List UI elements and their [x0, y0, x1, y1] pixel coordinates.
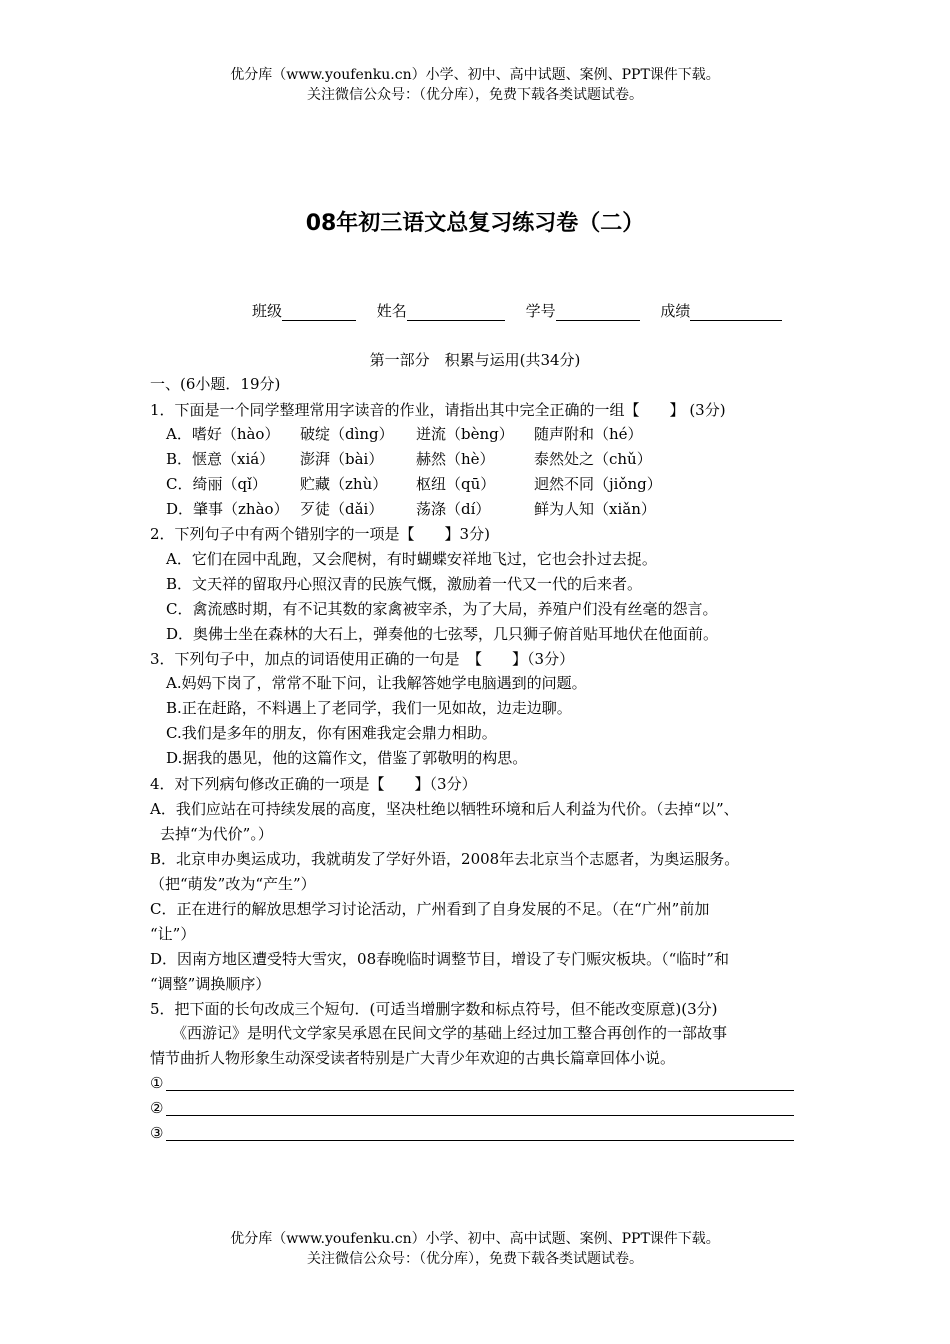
q4-option-b-cont: （把“萌发”改为“产生”） [150, 875, 316, 893]
class-label: 班级 [252, 302, 283, 320]
q5-passage-line-1: 《西游记》是明代文学家吴承恩在民间文学的基础上经过加工整合再创作的一部故事 [172, 1024, 728, 1042]
q4-option-b: B．北京申办奥运成功，我就萌发了学好外语，2008年去北京当个志愿者，为奥运服务。 [150, 850, 740, 868]
answer-mark-1: ① [150, 1074, 164, 1092]
q1-stem: 1．下面是一个同学整理常用字读音的作业，请指出其中完全正确的一组【 】 (3分) [150, 401, 726, 419]
answer-line-1[interactable] [166, 1076, 794, 1091]
name-label: 姓名 [376, 302, 407, 320]
footer-line-1: 优分库（www.youfenku.cn）小学、初中、高中试题、案例、PPT课件下载。 [230, 1231, 720, 1247]
part-heading: 第一部分 积累与运用(共34分) [369, 351, 581, 369]
q1-option-c: C．绮丽（qǐ） 贮藏（zhù） 枢纽（qū） 迥然不同（jiǒng） [166, 475, 662, 493]
q5-stem: 5．把下面的长句改成三个短句．(可适当增删字数和标点符号，但不能改变原意)(3分) [150, 1000, 718, 1018]
answer-line-3[interactable] [166, 1126, 794, 1141]
answer-mark-2: ② [150, 1099, 164, 1117]
q2-option-b: B．文天祥的留取丹心照汉青的民族气慨，激励着一代又一代的后来者。 [166, 575, 643, 593]
q3-option-b: B.正在赶路，不料遇上了老同学，我们一见如故，边走边聊。 [166, 699, 572, 717]
header-line-2: 关注微信公众号：（优分库），免费下载各类试题试卷。 [307, 87, 643, 103]
class-field[interactable] [282, 304, 356, 321]
q2-option-a: A．它们在园中乱跑，又会爬树，有时蝴蝶安祥地飞过，它也会扑过去捉。 [166, 550, 657, 568]
name-field[interactable] [407, 304, 505, 321]
q3-option-d: D.据我的愚见，他的这篇作文，借鉴了郭敬明的构思。 [166, 749, 528, 767]
answer-mark-3: ③ [150, 1124, 164, 1142]
q4-option-c: C．正在进行的解放思想学习讨论活动，广州看到了自身发展的不足。（在“广州”前加 [150, 900, 710, 918]
header-line-1: 优分库（www.youfenku.cn）小学、初中、高中试题、案例、PPT课件下载。 [230, 67, 720, 83]
footer-line-2: 关注微信公众号：（优分库），免费下载各类试题试卷。 [307, 1251, 643, 1267]
q2-option-d: D．奥佛士坐在森林的大石上，弹奏他的七弦琴，几只狮子俯首贴耳地伏在他面前。 [166, 625, 719, 643]
q4-option-d-cont: “调整”调换顺序） [150, 975, 271, 993]
answer-line-2[interactable] [166, 1101, 794, 1116]
number-label: 学号 [525, 302, 556, 320]
q4-option-a: A．我们应站在可持续发展的高度，坚决杜绝以牺牲环境和后人利益为代价。（去掉“以”、 [150, 800, 739, 818]
q2-option-c: C．禽流感时期，有不记其数的家禽被宰杀，为了大局，养殖户们没有丝毫的怨言。 [166, 600, 718, 618]
q2-stem: 2．下列句子中有两个错别字的一项是【 】3分) [150, 525, 490, 543]
score-label: 成绩 [660, 302, 691, 320]
q3-stem: 3．下列句子中，加点的词语使用正确的一句是 【 】（3分） [150, 650, 575, 668]
q1-option-d: D．肇事（zhào） 歹徒（dǎi） 荡涤（dí） 鲜为人知（xiǎn） [166, 500, 656, 518]
q4-option-d: D．因南方地区遭受特大雪灾，08春晚临时调整节目，增设了专门赈灾板块。（“临时”和 [150, 950, 729, 968]
q3-option-a: A.妈妈下岗了，常常不耻下问，让我解答她学电脑遇到的问题。 [166, 674, 587, 692]
q4-stem: 4．对下列病句修改正确的一项是【 】（3分） [150, 775, 477, 793]
student-info-row [252, 300, 798, 321]
q1-option-b: B．惬意（xiá） 澎湃（bài） 赫然（hè） 泰然处之（chǔ） [166, 450, 652, 468]
q1-option-a: A．嗜好（hào） 破绽（dìng） 迸流（bèng） 随声附和（hé） [166, 425, 643, 443]
q4-option-a-cont: 去掉“为代价”。） [160, 825, 273, 843]
q4-option-c-cont: “让”） [150, 925, 196, 943]
number-field[interactable] [556, 304, 640, 321]
q5-passage-line-2: 情节曲折人物形象生动深受读者特别是广大青少年欢迎的古典长篇章回体小说。 [150, 1049, 676, 1067]
section-heading: 一、(6小题．19分) [150, 375, 281, 393]
q3-option-c: C.我们是多年的朋友，你有困难我定会鼎力相助。 [166, 724, 497, 742]
page-title: 08年初三语文总复习练习卷（二） [305, 211, 645, 236]
score-field[interactable] [690, 304, 782, 321]
